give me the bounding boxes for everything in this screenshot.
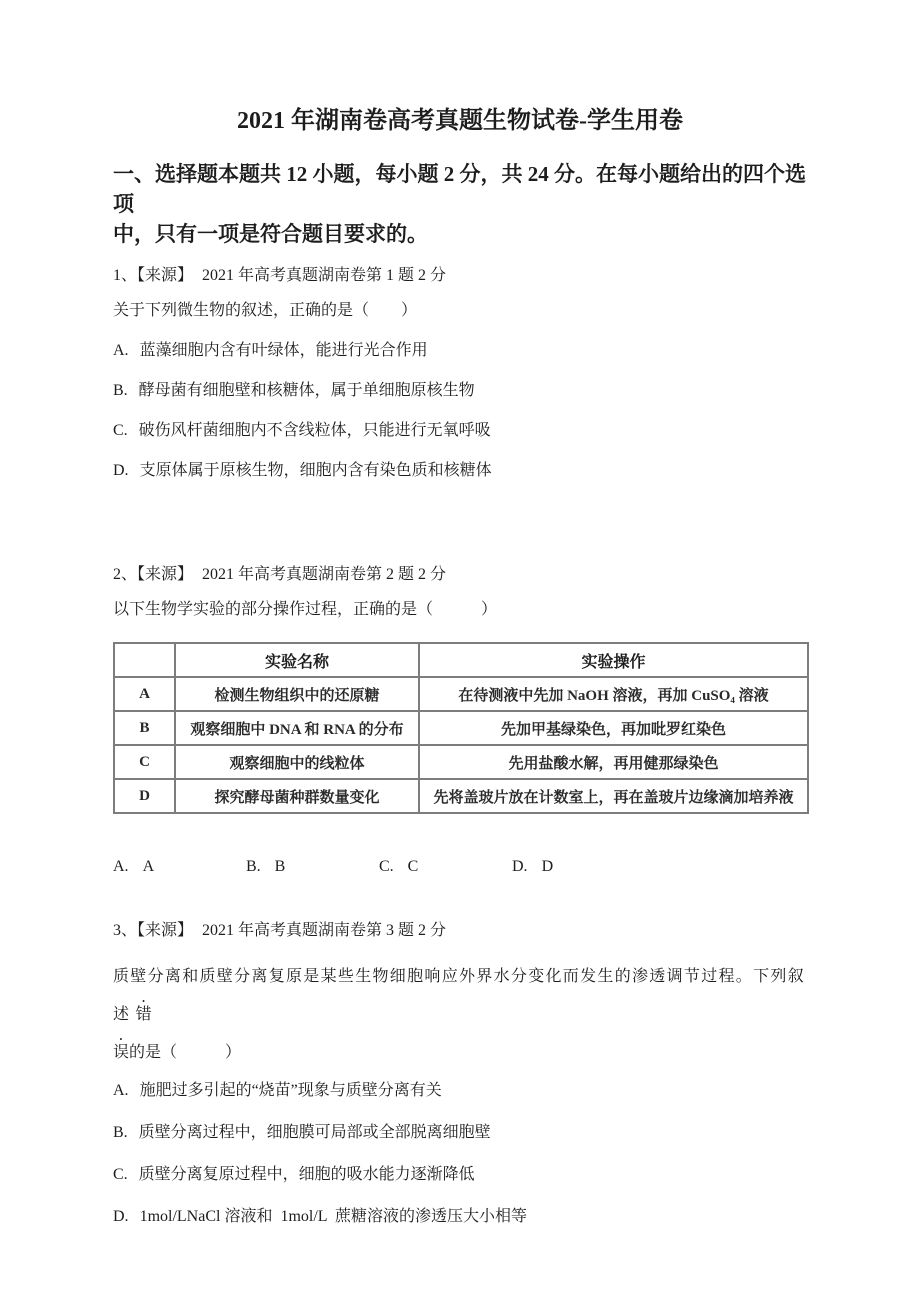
option-text: C — [407, 858, 419, 875]
question-1-source-line — [113, 265, 807, 287]
option-c — [113, 420, 807, 442]
row-experiment-name: 探究酵母菌种群数量变化 — [175, 779, 419, 813]
option-d — [113, 460, 807, 482]
option-text: 质壁分离复原过程中，细胞的吸水能力逐渐降低 — [138, 1166, 475, 1183]
question-gap — [113, 500, 807, 548]
stem-text: 的是（ ） — [129, 1044, 242, 1061]
document-title: 2021 年湖南卷高考真题生物试卷-学生用卷 — [237, 108, 683, 134]
option-label: D. — [113, 462, 129, 479]
header-cell-experiment-operation: 实验操作 — [419, 643, 808, 677]
question-number: 3、 — [113, 922, 138, 939]
section-heading-line2: 中，只有一项是符合题目要求的。 — [113, 222, 428, 246]
option-text: 质壁分离过程中，细胞膜可局部或全部脱离细胞壁 — [138, 1124, 491, 1141]
option-a — [113, 1080, 807, 1102]
row-experiment-operation: 先用盐酸水解，再用健那绿染色 — [419, 745, 808, 779]
option-c — [113, 1164, 807, 1186]
row-experiment-operation: 先将盖玻片放在计数室上，再在盖玻片边缘滴加培养液 — [419, 779, 808, 813]
question-3-stem — [113, 958, 807, 1072]
answer-option-d — [512, 856, 645, 878]
source-text: 2021 年高考真题湖南卷第 1 题 2 分 — [202, 267, 447, 284]
question-2-stem: 以下生物学实验的部分操作过程，正确的是（ ） — [113, 601, 498, 618]
option-text: 1mol/LNaCl 溶液和 1mol/L 蔗糖溶液的渗透压大小相等 — [139, 1208, 527, 1225]
row-experiment-operation: 先加甲基绿染色，再加吡罗红染色 — [419, 711, 808, 745]
option-text: D — [541, 858, 554, 875]
table-row — [114, 779, 808, 813]
question-1-options — [113, 340, 807, 482]
row-experiment-operation: 在待测液中先加 NaOH 溶液，再加 CuSO₄ 溶液 — [419, 677, 808, 711]
row-experiment-name: 检测生物组织中的还原糖 — [175, 677, 419, 711]
source-tag: 【来源】 — [137, 922, 194, 939]
stem-text: 质壁分离和质壁分离复原是某些生物细胞响应外界水分变化而发生的渗透调节过程。下列叙述 — [113, 968, 806, 1023]
question-number: 2、 — [113, 566, 138, 583]
option-b — [113, 1122, 807, 1144]
question-3 — [113, 920, 807, 1228]
option-label: A. — [113, 342, 129, 359]
table-header-row — [114, 643, 808, 677]
option-text: 酵母菌有细胞壁和核糖体，属于单细胞原核生物 — [138, 382, 475, 399]
row-experiment-name: 观察细胞中 DNA 和 RNA 的分布 — [175, 711, 419, 745]
table-row — [114, 711, 808, 745]
answer-option-c — [379, 856, 512, 878]
option-text: B — [274, 858, 286, 875]
table-row — [114, 677, 808, 711]
row-experiment-name: 观察细胞中的线粒体 — [175, 745, 419, 779]
option-a — [113, 340, 807, 362]
question-2-source-line — [113, 564, 807, 586]
answer-option-b — [246, 856, 379, 878]
experiment-table — [113, 642, 809, 814]
row-letter: A — [114, 677, 175, 711]
emphasized-char: 错 — [135, 1006, 153, 1023]
option-label: C. — [379, 858, 394, 875]
emphasized-char: 误 — [113, 1044, 130, 1061]
source-text: 2021 年高考真题湖南卷第 3 题 2 分 — [202, 922, 447, 939]
question-3-options — [113, 1080, 807, 1228]
option-label: D. — [113, 1208, 129, 1225]
option-label: D. — [512, 858, 528, 875]
option-text: A — [142, 858, 155, 875]
option-label: A. — [113, 1082, 129, 1099]
option-b — [113, 380, 807, 402]
option-text: 蓝藻细胞内含有叶绿体，能进行光合作用 — [139, 342, 428, 359]
question-1 — [113, 265, 807, 482]
question-2-answer-options — [113, 856, 807, 878]
option-text: 破伤风杆菌细胞内不含线粒体，只能进行无氧呼吸 — [138, 422, 491, 439]
source-tag: 【来源】 — [137, 267, 194, 284]
header-cell-empty — [114, 643, 175, 677]
row-letter: D — [114, 779, 175, 813]
header-cell-experiment-name: 实验名称 — [175, 643, 419, 677]
section-heading — [113, 159, 807, 249]
section-heading-line1: 一、选择题本题共 12 小题，每小题 2 分，共 24 分。在每小题给出的四个选项 — [113, 162, 806, 216]
question-1-stem: 关于下列微生物的叙述，正确的是（ ） — [113, 302, 418, 319]
option-text: 支原体属于原核生物，细胞内含有染色质和核糖体 — [139, 462, 492, 479]
row-letter: B — [114, 711, 175, 745]
table-row — [114, 745, 808, 779]
stem-line-2 — [113, 1034, 807, 1072]
question-gap — [113, 878, 807, 904]
option-label: C. — [113, 1166, 128, 1183]
option-label: B. — [113, 1124, 128, 1141]
option-label: A. — [113, 858, 129, 875]
question-3-source-line — [113, 920, 807, 942]
source-tag: 【来源】 — [137, 566, 194, 583]
option-text: 施肥过多引起的“烧苗”现象与质壁分离有关 — [139, 1082, 442, 1099]
stem-line-1 — [113, 958, 807, 1034]
question-number: 1、 — [113, 267, 138, 284]
answer-option-a — [113, 856, 246, 878]
row-letter: C — [114, 745, 175, 779]
question-2 — [113, 564, 807, 878]
option-label: C. — [113, 422, 128, 439]
option-label: B. — [113, 382, 128, 399]
source-text: 2021 年高考真题湖南卷第 2 题 2 分 — [202, 566, 447, 583]
option-label: B. — [246, 858, 261, 875]
option-d — [113, 1206, 807, 1228]
